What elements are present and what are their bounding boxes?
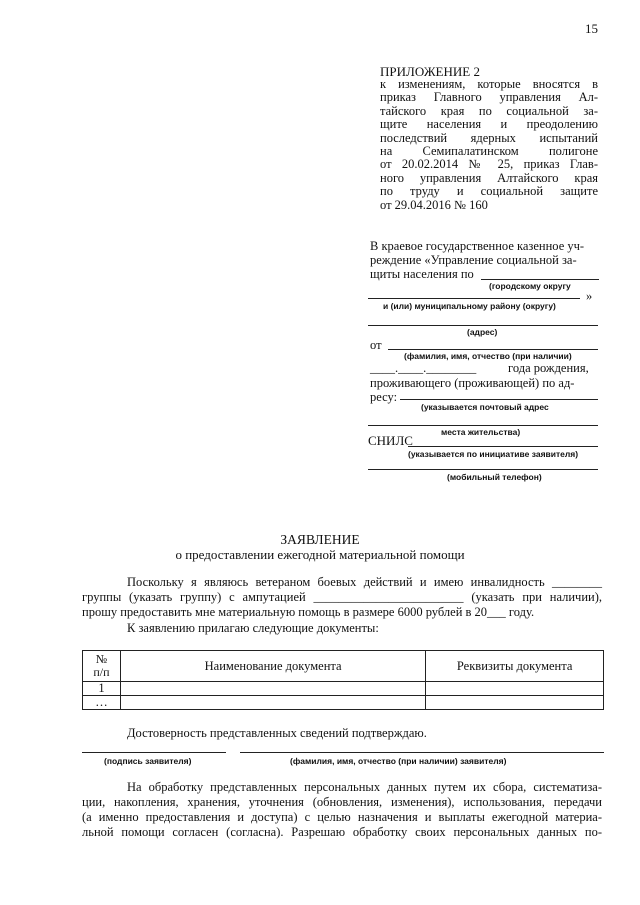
snils-label: СНИЛС: [368, 433, 413, 448]
caption-fio: (фамилия, имя, отчество (при наличии): [404, 351, 572, 361]
residence-line: [368, 425, 598, 426]
appendix-line: к изменениям, которые вносятся в: [380, 77, 598, 91]
request-paragraph: [82, 575, 602, 620]
header-doc-name: Наименование документа: [120, 651, 425, 682]
row-doc-name: [120, 696, 425, 710]
table-row: [83, 682, 604, 696]
closing-quote: »: [586, 289, 593, 303]
header-doc-details: Реквизиты документа: [426, 651, 604, 682]
caption-signature: (подпись заявителя): [104, 756, 192, 766]
addressee-line-2: реждение «Управление социальной за-: [370, 253, 577, 267]
signer-name-line: [240, 752, 604, 753]
row-number: …: [83, 696, 121, 710]
caption-municipal-district: и (или) муниципальному району (округу): [383, 301, 556, 311]
request-line: Поскольку я являюсь ветераном боевых действий и имею инвалидность ________: [127, 575, 602, 589]
appendix-line: по труду и социальной защите: [380, 184, 598, 199]
appendix-line: последствий ядерных испытаний: [380, 130, 598, 145]
caption-postal-address: (указывается почтовый адрес: [421, 402, 549, 412]
address-line: [368, 325, 598, 326]
confirmation-text: Достоверность представленных сведений подтверждаю.: [127, 726, 427, 740]
documents-table: [82, 650, 604, 710]
caption-address: (адрес): [467, 327, 498, 337]
appendix-line: на Семипалатинском полигоне: [380, 144, 598, 159]
row-doc-details: [426, 696, 604, 710]
table-row: [83, 696, 604, 710]
appendix-line: приказ Главного управления Ал-: [380, 90, 598, 105]
addressee-line-1: В краевое государственное казенное уч-: [370, 239, 585, 253]
row-number: 1: [83, 682, 121, 696]
caption-phone: (мобильный телефон): [447, 472, 542, 482]
municipal-district-line: [368, 298, 580, 299]
birth-date-template: ____.____.________: [370, 361, 477, 375]
document-title: ЗАЯВЛЕНИЕ: [280, 532, 360, 547]
caption-initiative: (указывается по инициативе заявителя): [408, 449, 579, 459]
appendix-line: от 20.02.2014 № 25, приказ Глав-: [380, 157, 598, 172]
residing-line: проживающего (проживающей) по ад-: [370, 376, 575, 390]
from-label: от: [370, 338, 382, 352]
consent-line: льной помощи согласен (согласна). Разрешаю обработку своих персональных данных по-: [82, 825, 602, 839]
birth-year-label: года рождения,: [508, 361, 589, 375]
table-header-row: [83, 651, 604, 682]
document-subtitle: о предоставлении ежегодной материальной помощи: [175, 547, 465, 562]
phone-line: [368, 469, 598, 470]
addressee-line-3: щиты населения по: [370, 267, 474, 281]
header-number-text: № п/п: [93, 652, 110, 679]
caption-signer-name: (фамилия, имя, отчество (при наличии) заявителя): [290, 756, 507, 766]
appendix-line: от 29.04.2016 № 160: [380, 197, 488, 212]
fio-line: [388, 349, 598, 350]
snils-line: [408, 446, 598, 447]
caption-residence: места жительства): [441, 427, 521, 437]
consent-line: На обработку представленных персональных данных путем их сбора, систематиза-: [127, 780, 602, 794]
request-line: прошу предоставить мне материальную помощь в размере 6000 рублей в 20___ году.: [82, 605, 535, 619]
appendix-line: ного управления Алтайского края: [380, 170, 598, 185]
attachments-intro: К заявлению прилагаю следующие документы:: [127, 621, 379, 635]
appendix-title: ПРИЛОЖЕНИЕ 2: [380, 64, 480, 79]
appendix-text: [380, 78, 598, 212]
page-number: 15: [585, 21, 598, 36]
appendix-line: щите населения и преодолению: [380, 117, 598, 132]
signature-line: [82, 752, 226, 753]
row-doc-details: [426, 682, 604, 696]
consent-line: (а именно предоставления и доступа) с целью назначения и выплаты ежегодной материа-: [82, 810, 602, 824]
request-line: группы (указать группу) с ампутацией ________________________ (указать при наличии),: [82, 590, 602, 604]
row-doc-name: [120, 682, 425, 696]
header-number: [83, 651, 121, 682]
resu-label: ресу:: [370, 390, 398, 404]
city-district-line: [481, 279, 599, 280]
appendix-line: тайского края по социальной за-: [380, 103, 598, 118]
postal-address-line: [400, 399, 598, 400]
caption-city-district: (городскому округу: [489, 281, 571, 291]
consent-line: ции, накопления, хранения, уточнения (обновления, изменения), использования, передачи: [82, 795, 602, 809]
consent-paragraph: [82, 780, 602, 840]
